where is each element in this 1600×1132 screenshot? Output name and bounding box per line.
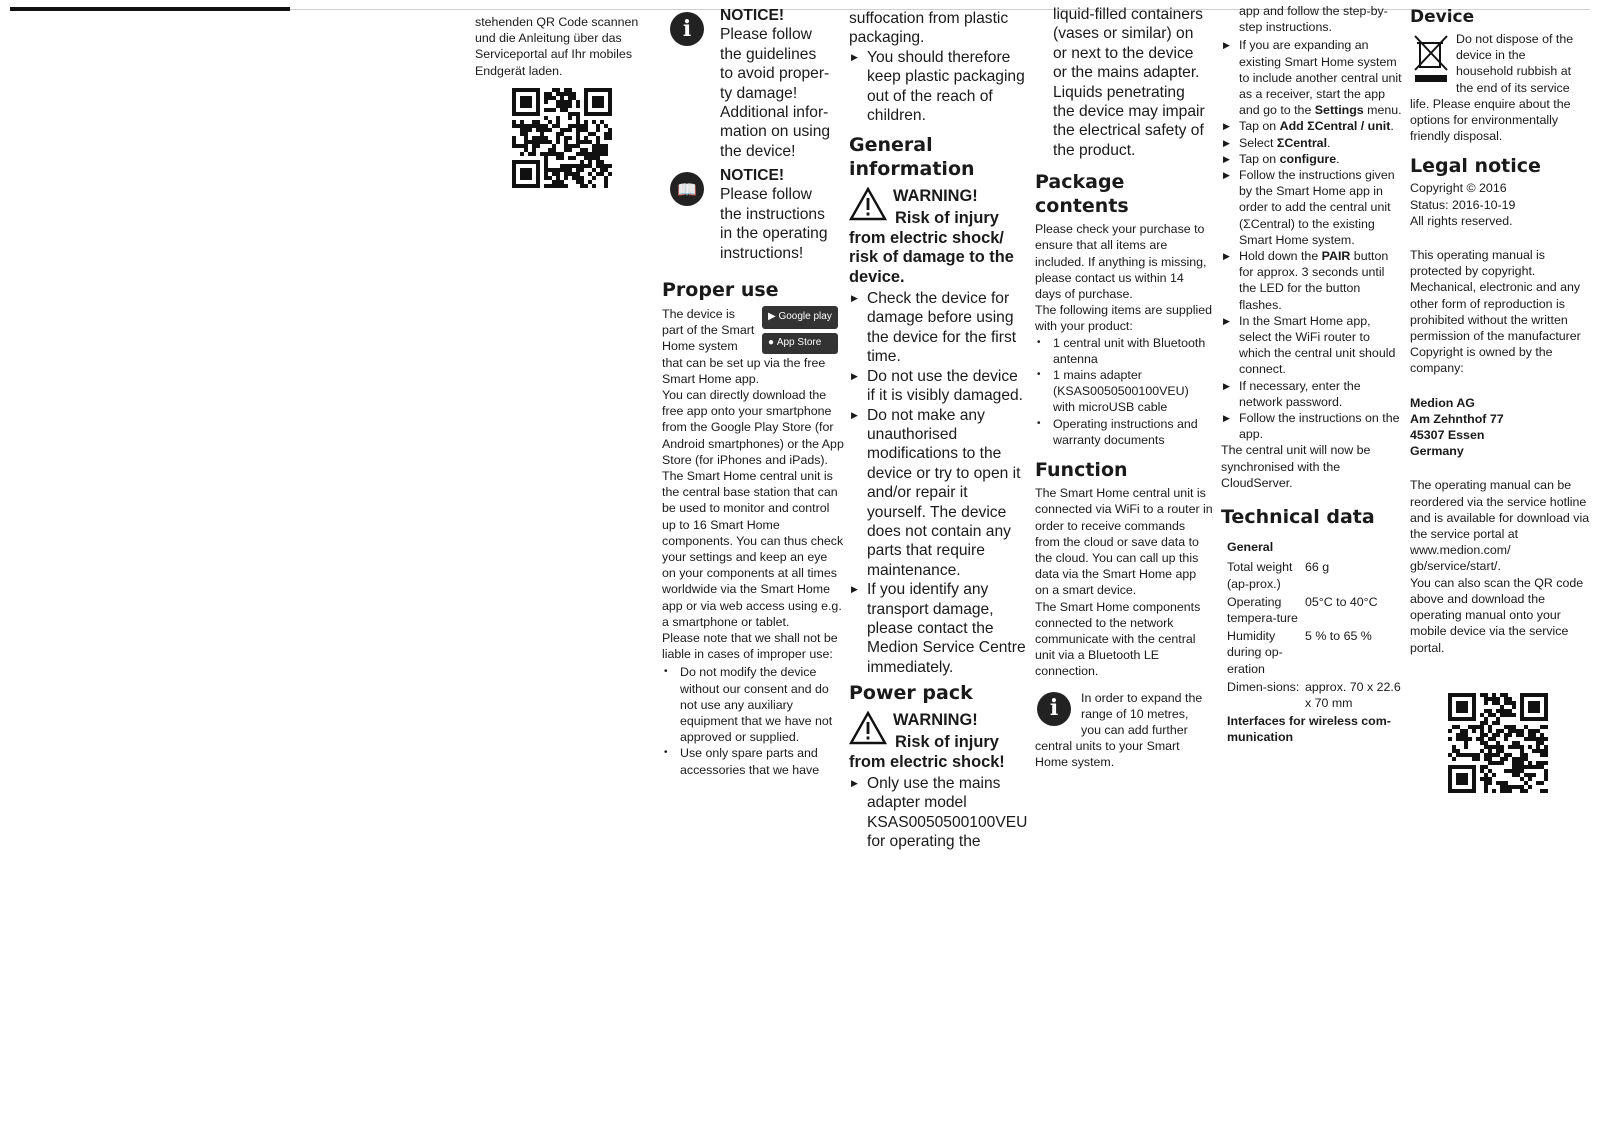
manual-icon: 📖 — [670, 172, 704, 206]
play-icon: ▶ — [768, 311, 779, 323]
intro-line: part of the Smart — [662, 323, 755, 338]
step-text: If you are expanding an existing Smart Home system to include another central unit as a receiver, start the app and go to the — [1239, 38, 1402, 118]
technical-data-heading: Technical data — [1221, 506, 1375, 529]
step-text: If necessary, enter the network password. — [1239, 378, 1361, 409]
step-text: . — [1390, 119, 1394, 134]
notice-1-line: to avoid proper- — [720, 65, 830, 83]
text-line: the electrical safety of — [1053, 122, 1204, 140]
notice-1-line: Please follow — [720, 26, 812, 44]
package-p1: Please check your purchase to ensure that all items are included. If anything is missing, please contact us within 14 days of purchase. — [1035, 222, 1207, 302]
spec-value: 5 % to 65 % — [1305, 629, 1372, 644]
text-line: liquid-filled containers — [1053, 6, 1203, 23]
step-text: Hold down the — [1239, 249, 1322, 264]
legal-p3: The operating manual can be reordered via the service hotline and is available for download via the service portal at www.medion.com/ gb/service/start/. — [1410, 478, 1590, 574]
plastic-bullet: ▶ You should therefore keep plastic packaging out of the reach of children. — [849, 48, 1029, 126]
package-p2: The following items are supplied with your product: — [1035, 303, 1213, 334]
text-line: household rubbish at — [1456, 64, 1572, 79]
package-item: • 1 mains adapter (KSAS0050500100VEU) with microUSB cable — [1035, 367, 1213, 416]
package-contents-heading: Package contents — [1035, 171, 1129, 218]
package-item: • 1 central unit with Bluetooth antenna — [1035, 335, 1213, 367]
qr-instruction-text: stehenden QR Code scannen und die Anleitung über das Serviceportal auf Ihr mobiles Endgerät laden. — [475, 15, 639, 78]
step-bold-text: configure — [1279, 151, 1337, 166]
company-country: Germany — [1410, 444, 1464, 459]
notice-2-line: in the operating — [720, 225, 828, 243]
text-line: or next to the device — [1053, 44, 1194, 62]
qr-code-modules-right — [1448, 693, 1548, 793]
function-body — [1035, 485, 1213, 770]
setup-step — [1221, 410, 1403, 442]
general-warning-text: Risk of injury from electric shock/ risk of damage to the device. — [849, 209, 1014, 286]
spec-key: Total weight (ap-prox.) — [1227, 560, 1293, 591]
google-play-label: Google play — [778, 311, 832, 323]
app-store-label: App Store — [776, 337, 822, 349]
notice-2-line: the instructions — [720, 205, 825, 223]
spec-key: Operating tempera-ture — [1227, 594, 1298, 625]
google-play-badge[interactable] — [762, 306, 838, 329]
text-line: In order to expand the — [1081, 690, 1203, 705]
proper-use-p4: Please note that we shall not be liable in cases of improper use: — [662, 631, 838, 662]
step-text: Tap on — [1239, 119, 1280, 134]
function-p2: The Smart Home components connected to the network communicate with the central unit via a Bluetooth LE connection. — [1035, 599, 1201, 679]
notice-2-line: instructions! — [720, 244, 804, 262]
step-text: button for approx. 3 seconds until the LED for the button flashes. — [1239, 249, 1389, 312]
column-1 — [475, 14, 650, 79]
function-p1: The Smart Home central unit is connected via WiFi to a router in order to receive commands from the cloud or save data to the cloud. You can call up this data via the Smart Home app on a smart device. — [1035, 486, 1213, 598]
company-city: 45307 Essen — [1410, 428, 1485, 443]
column-5 — [1221, 3, 1403, 746]
text-line: the end of its service — [1456, 80, 1570, 95]
text-line: packaging. — [849, 29, 925, 47]
info-icon: i — [1037, 692, 1071, 726]
company-address — [1410, 395, 1592, 460]
range-info-rest: central units to your Smart Home system. — [1035, 739, 1180, 770]
setup-step — [1221, 378, 1403, 410]
text-line: you can add further — [1081, 722, 1188, 737]
device-heading: Device — [1410, 7, 1475, 27]
warning-icon — [849, 711, 887, 745]
notice-1-line: ty damage! — [720, 84, 798, 102]
notice-1-title: NOTICE! — [720, 7, 785, 24]
package-body — [1035, 221, 1213, 448]
step-bold-text: PAIR — [1321, 249, 1351, 264]
warning-icon — [849, 187, 887, 221]
tech-table — [1227, 539, 1403, 745]
text-line: suffocation from plastic — [849, 10, 1009, 27]
legal-p2: Copyright is owned by the company: — [1410, 345, 1553, 376]
text-line: the product. — [1053, 141, 1136, 159]
notice-2-line: Please follow — [720, 186, 812, 204]
column-3 — [849, 9, 1029, 852]
notice-2 — [662, 166, 844, 278]
legal-notice-heading: Legal notice — [1410, 155, 1541, 178]
proper-use-body — [662, 306, 844, 778]
spec-value: approx. 70 x 22.6 x 70 mm — [1305, 679, 1401, 710]
intro-line: The device is — [662, 307, 736, 321]
copyright-line: Copyright © 2016 — [1410, 181, 1507, 196]
power-pack-heading: Power pack — [849, 682, 973, 705]
step-text: . — [1336, 151, 1340, 166]
proper-use-heading: Proper use — [662, 279, 779, 301]
setup-step — [1221, 248, 1403, 313]
setup-step — [1221, 37, 1403, 118]
info-icon: i — [670, 12, 704, 46]
company-street: Am Zehnthof 77 — [1410, 411, 1504, 426]
general-information-heading: General information — [849, 134, 975, 181]
notice-1 — [662, 6, 844, 166]
notice-1-line: the guidelines — [720, 45, 817, 63]
scan-edge-bar — [10, 7, 290, 11]
step-text: menu. — [1363, 103, 1402, 118]
notice-1-line: the device! — [720, 142, 796, 160]
text-line: range of 10 metres, — [1081, 706, 1189, 721]
legal-p4: You can also scan the QR code above and download the operating manual onto your mobile device via the service portal. — [1410, 575, 1584, 655]
step-text: Follow the instructions given by the Smart Home app in order to add the central unit (ΣCentral) to the existing Smart Home system. — [1239, 168, 1395, 247]
sync-text: The central unit will now be synchronised with the CloudServer. — [1221, 443, 1371, 490]
column-2 — [662, 6, 844, 778]
notice-1-line: mation on using — [720, 123, 831, 141]
step-text: In the Smart Home app, select the WiFi router to which the central unit should connect. — [1239, 313, 1396, 377]
proper-use-p1: that can be set up via the free Smart Home app. — [662, 355, 826, 386]
rights-line: All rights reserved. — [1410, 213, 1513, 228]
liability-bullet: • Use only spare parts and accessories that we have — [662, 745, 844, 777]
spec-value: 66 g — [1305, 560, 1330, 575]
notice-2-title: NOTICE! — [720, 167, 785, 184]
company-name: Medion AG — [1410, 395, 1475, 410]
spec-key: Dimen-sions: — [1227, 679, 1300, 694]
text-line: Liquids penetrating — [1053, 83, 1185, 101]
step-bold-text: Add ΣCentral / unit — [1279, 119, 1391, 134]
spec-value: 05°C to 40°C — [1305, 594, 1378, 609]
step-text: Select — [1239, 135, 1277, 150]
step-bold-text: ΣCentral — [1276, 135, 1328, 150]
app-store-badge[interactable] — [762, 333, 838, 354]
col5-top-text — [1239, 3, 1403, 35]
step-text: Follow the instructions on the app. — [1239, 411, 1400, 442]
step-bold-text: Settings — [1314, 103, 1364, 118]
setup-step — [1221, 151, 1403, 167]
liability-bullet: • Do not modify the device without our consent and do not use any auxiliary equipment that we have not approved or supplied. — [662, 664, 844, 745]
setup-step — [1221, 313, 1403, 378]
legal-p1: This operating manual is protected by copyright. Mechanical, electronic and any other form of reproduction is prohibited without the written permission of the manufacturer — [1410, 248, 1581, 344]
col3-top-text — [849, 9, 1029, 48]
step-text: . — [1327, 135, 1331, 150]
text-line: or the mains adapter. — [1053, 64, 1200, 82]
power-warning-title: WARNING! — [893, 711, 978, 730]
setup-step — [1221, 118, 1403, 134]
safety-bullet: ▶ Check the device for damage before using the device for the first time. — [849, 289, 1029, 367]
qr-code-left — [512, 88, 612, 188]
text-line: app and follow the step-by- — [1239, 4, 1388, 18]
safety-bullet: ▶ If you identify any transport damage, please contact the Medion Service Centre immediately. — [849, 580, 1029, 677]
text-line: Do not dispose of the — [1456, 32, 1574, 46]
power-warning-text: Risk of injury from electric shock! — [849, 733, 1005, 771]
safety-bullet: ▶ Do not use the device if it is visibly damaged. — [849, 367, 1029, 406]
safety-bullet: ▶ Do not make any unauthorised modifications to the device or try to open it and/or repair it yourself. The device does not contain any parts that require maintenance. — [849, 406, 1029, 581]
setup-step — [1221, 135, 1403, 151]
qr-code-right — [1448, 693, 1548, 793]
disposal-rest: life. Please enquire about the options for environmentally friendly disposal. — [1410, 96, 1571, 144]
general-warning-title: WARNING! — [893, 187, 978, 206]
intro-line: Home system — [662, 339, 738, 354]
tech-interfaces-label: Interfaces for wireless com-munication — [1227, 714, 1391, 745]
tech-general-label: General — [1227, 540, 1274, 555]
adapter-bullet: ▶ Only use the mains adapter model KSAS0050500100VEU for operating the — [849, 774, 1029, 852]
notice-1-line: Additional infor- — [720, 104, 829, 122]
text-line: (vases or similar) on — [1053, 25, 1194, 43]
text-line: device in the — [1456, 48, 1526, 63]
disposal-block — [1410, 31, 1592, 144]
package-item: • Operating instructions and warranty documents — [1035, 416, 1213, 448]
step-text: Tap on — [1239, 151, 1280, 166]
tech-spec-grid — [1227, 559, 1403, 713]
column-4 — [1035, 5, 1213, 771]
text-line: step instructions. — [1239, 20, 1332, 35]
range-info — [1035, 690, 1213, 771]
proper-use-p2: You can directly download the free app onto your smartphone from the Google Play Store (for Android smartphones) or the App Store (for iPhones and iPads). — [662, 388, 844, 467]
spec-key: Humidity during op-eration — [1227, 629, 1283, 676]
legal-body — [1410, 180, 1592, 655]
text-line: the device may impair — [1053, 103, 1205, 121]
proper-use-p3: The Smart Home central unit is the central base station that can be used to monitor and control up to 16 Smart Home components. You can thus check your settings and keep an eye on your components at all times worldwide via the Smart Home app or via web access using e.g. a smartphone or tablet. — [662, 469, 844, 629]
status-line: Status: 2016-10-19 — [1410, 197, 1516, 212]
setup-step — [1221, 167, 1403, 248]
setup-steps — [1221, 37, 1403, 442]
function-heading: Function — [1035, 459, 1128, 482]
crossed-bin-icon — [1412, 33, 1450, 85]
col4-top-text — [1053, 5, 1213, 160]
qr-code-modules-left — [512, 88, 612, 188]
apple-icon: ● — [768, 337, 777, 349]
column-6 — [1410, 5, 1592, 656]
